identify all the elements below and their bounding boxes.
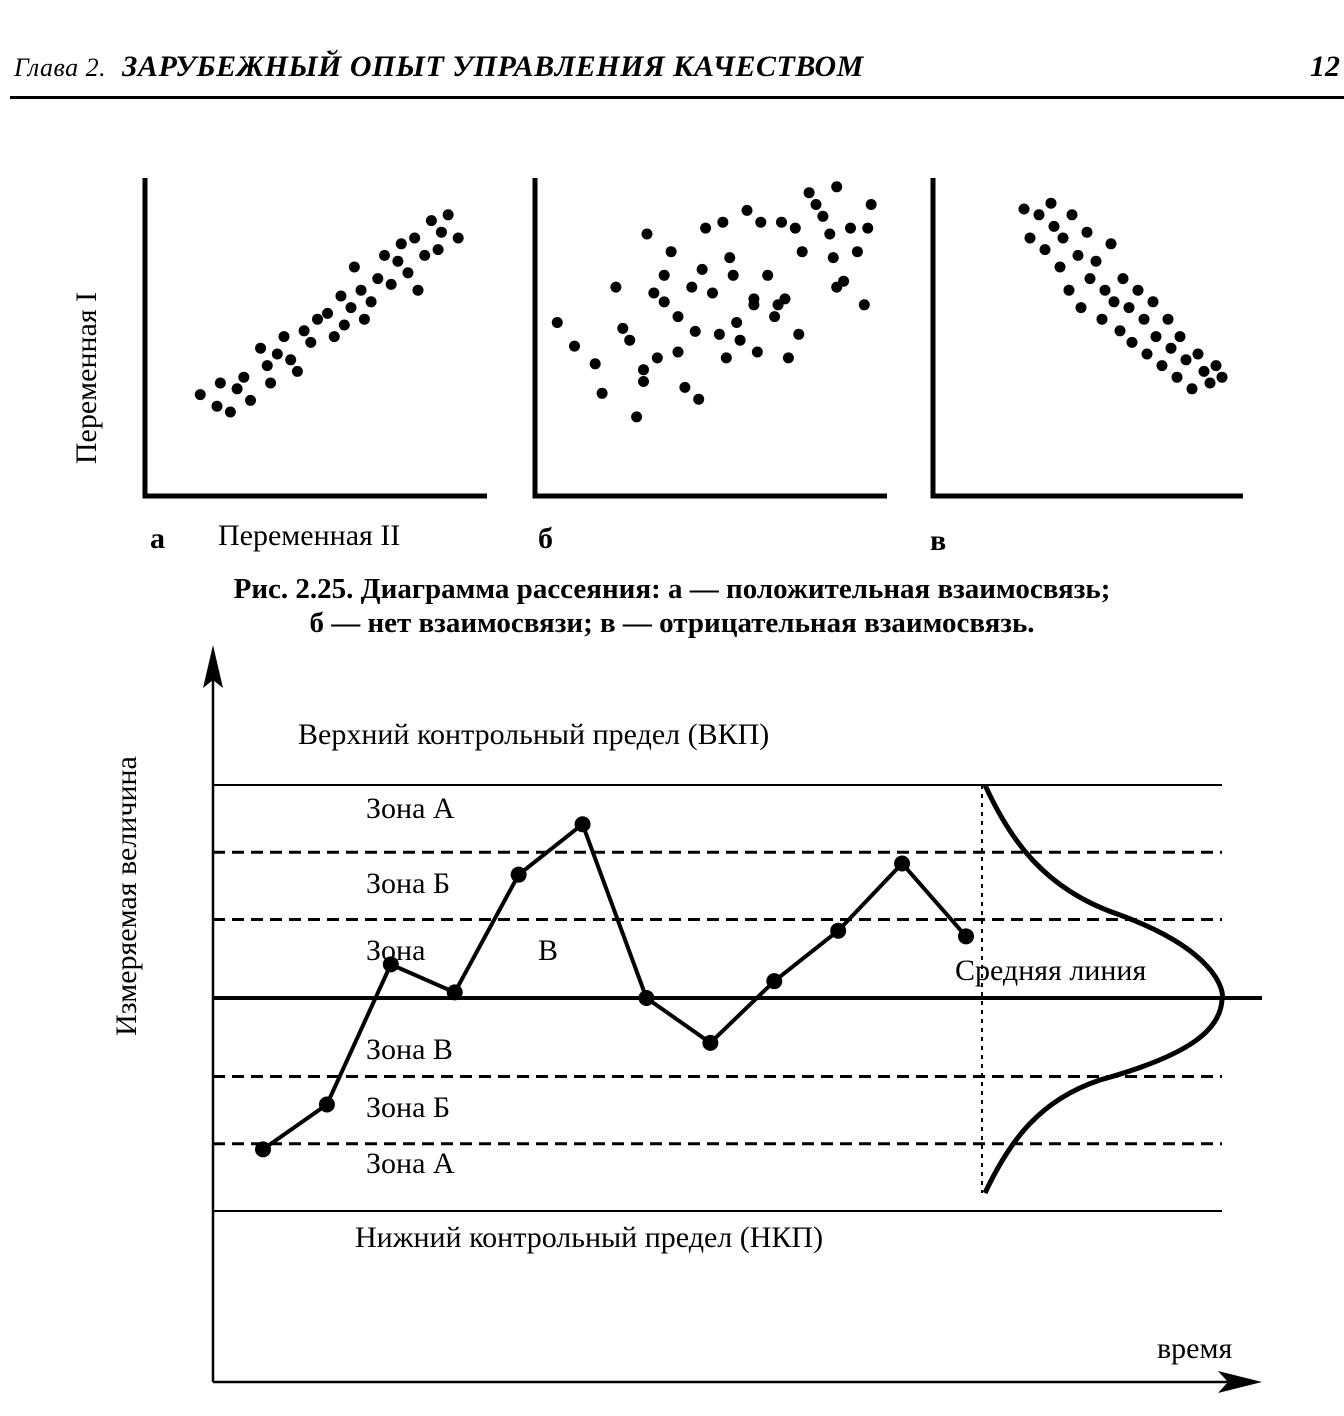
scatter-point-б-25 bbox=[742, 205, 753, 216]
scatter-point-а-32 bbox=[409, 233, 420, 244]
scatter-point-б-12 bbox=[666, 246, 677, 257]
scatter-point-в-1 bbox=[1025, 233, 1036, 244]
measurement-point-0 bbox=[255, 1141, 271, 1157]
scatter-point-б-46 bbox=[862, 223, 873, 234]
scatter-point-в-22 bbox=[1127, 337, 1138, 348]
scatter-point-б-19 bbox=[707, 288, 718, 299]
lcl-label: Нижний контрольный предел (НКП) bbox=[355, 1221, 824, 1254]
scatter-point-в-4 bbox=[1046, 198, 1057, 209]
caption-line-1: Рис. 2.25. Диаграмма рассеяния: а — положительная взаимосвязь; bbox=[233, 573, 1111, 605]
scatter-point-а-11 bbox=[279, 331, 290, 342]
scatter-point-а-19 bbox=[335, 291, 346, 302]
measurement-point-9 bbox=[830, 923, 846, 939]
scatter-point-а-27 bbox=[379, 250, 390, 261]
scatter-point-а-24 bbox=[359, 314, 370, 325]
scatter-point-а-4 bbox=[232, 383, 243, 394]
scatter-point-б-27 bbox=[752, 347, 763, 358]
scatter-point-в-20 bbox=[1118, 273, 1129, 284]
center-line-label: Средняя линия bbox=[955, 954, 1147, 987]
scatter-point-а-35 bbox=[426, 215, 437, 226]
scatter-point-а-1 bbox=[212, 401, 223, 412]
scatter-point-в-23 bbox=[1133, 285, 1144, 296]
scatter-point-а-16 bbox=[312, 314, 323, 325]
scatter-point-б-31 bbox=[776, 217, 787, 228]
scatter-point-б-36 bbox=[804, 187, 815, 198]
scatter-point-б-15 bbox=[686, 282, 697, 293]
scatter-point-б-49 bbox=[697, 264, 708, 275]
scatter-point-а-5 bbox=[238, 372, 249, 383]
scatter-point-в-36 bbox=[1199, 366, 1210, 377]
scatter-point-в-34 bbox=[1187, 383, 1198, 394]
scatter-point-б-13 bbox=[673, 311, 684, 322]
scatter-point-а-20 bbox=[339, 320, 350, 331]
panel-label-c: в bbox=[930, 524, 947, 557]
scatter-point-б-24 bbox=[735, 335, 746, 346]
scatter-point-а-6 bbox=[245, 395, 256, 406]
chapter-label: Глава 2. bbox=[14, 53, 107, 82]
scatter-point-а-28 bbox=[386, 279, 397, 290]
measurement-point-6 bbox=[638, 990, 654, 1006]
scatter-point-в-33 bbox=[1181, 354, 1192, 365]
measurement-point-5 bbox=[575, 816, 591, 832]
scatter-point-в-5 bbox=[1049, 221, 1060, 232]
scatter-point-в-15 bbox=[1097, 314, 1108, 325]
scatter-point-б-38 bbox=[817, 211, 828, 222]
scatter-point-а-29 bbox=[392, 256, 403, 267]
scatter-point-а-10 bbox=[272, 349, 283, 360]
caption-line-2: б — нет взаимосвязи; в — отрицательная взаимосвязь. bbox=[309, 607, 1035, 639]
scatter-point-б-53 bbox=[748, 293, 759, 304]
measurement-point-3 bbox=[447, 984, 463, 1000]
scatter-point-в-35 bbox=[1193, 349, 1204, 360]
scatter-point-б-56 bbox=[659, 270, 670, 281]
scatter-point-в-32 bbox=[1175, 331, 1186, 342]
measurement-point-11 bbox=[958, 928, 974, 944]
zone-a-lower-label: Зона А bbox=[366, 1147, 455, 1180]
scatter-point-в-11 bbox=[1076, 302, 1087, 313]
control-chart-y-label: Измеряемая величина bbox=[110, 756, 143, 1036]
scatter-point-б-43 bbox=[845, 223, 856, 234]
scatter-point-б-57 bbox=[717, 217, 728, 228]
scatter-point-в-0 bbox=[1019, 204, 1030, 215]
panel-label-a: а bbox=[150, 522, 165, 555]
chapter-title: ЗАРУБЕЖНЫЙ ОПЫТ УПРАВЛЕНИЯ КАЧЕСТВОМ bbox=[122, 50, 864, 83]
scatter-point-а-15 bbox=[305, 337, 316, 348]
scatter-point-в-31 bbox=[1172, 372, 1183, 383]
scatter-point-б-47 bbox=[866, 199, 877, 210]
scatter-point-а-17 bbox=[322, 308, 333, 319]
scatter-point-б-40 bbox=[828, 252, 839, 263]
measurement-point-10 bbox=[894, 855, 910, 871]
measurement-point-4 bbox=[511, 867, 527, 883]
scatter-point-а-3 bbox=[225, 407, 236, 418]
scatter-point-а-2 bbox=[215, 378, 226, 389]
scatter-point-а-26 bbox=[372, 273, 383, 284]
scatter-point-б-41 bbox=[831, 181, 842, 192]
scatter-point-в-13 bbox=[1085, 273, 1096, 284]
scatter-point-а-18 bbox=[329, 331, 340, 342]
scatter-point-в-30 bbox=[1166, 343, 1177, 354]
scatter-point-б-7 bbox=[638, 364, 649, 375]
scatter-point-б-18 bbox=[700, 223, 711, 234]
scatter-point-а-12 bbox=[285, 354, 296, 365]
scatter-point-а-22 bbox=[349, 262, 360, 273]
zone-c-lower-label: Зона В bbox=[366, 1033, 453, 1066]
measurement-point-7 bbox=[702, 1035, 718, 1051]
scatter-point-б-50 bbox=[731, 317, 742, 328]
scatter-point-в-17 bbox=[1106, 238, 1117, 249]
scatter-point-б-54 bbox=[831, 282, 842, 293]
scatter-point-б-0 bbox=[552, 317, 563, 328]
panel-label-b: б bbox=[538, 522, 553, 555]
zone-c-upper-letter: В bbox=[538, 934, 559, 967]
scatter-point-б-5 bbox=[624, 335, 635, 346]
scatter-point-б-34 bbox=[790, 223, 801, 234]
scatter-point-а-7 bbox=[255, 343, 266, 354]
scatter-point-в-21 bbox=[1124, 302, 1135, 313]
scatter-point-б-52 bbox=[638, 376, 649, 387]
zone-b-upper-label: Зона Б bbox=[366, 867, 451, 900]
scatter-point-б-39 bbox=[824, 229, 835, 240]
scatter-panel-a-axes bbox=[145, 178, 487, 496]
scatter-point-б-14 bbox=[679, 382, 690, 393]
scatter-panel-c-axes bbox=[933, 178, 1243, 496]
scatter-point-в-3 bbox=[1040, 244, 1051, 255]
ucl-label: Верхний контрольный предел (ВКП) bbox=[298, 718, 770, 751]
scatter-point-а-14 bbox=[299, 325, 310, 336]
scatter-point-а-23 bbox=[356, 285, 367, 296]
scatter-point-в-9 bbox=[1067, 209, 1078, 220]
scatter-point-в-39 bbox=[1217, 372, 1228, 383]
scatter-point-б-58 bbox=[793, 329, 804, 340]
scatter-point-б-16 bbox=[690, 326, 701, 337]
scatter-point-б-20 bbox=[714, 329, 725, 340]
scatter-point-в-8 bbox=[1064, 285, 1075, 296]
scatter-point-а-9 bbox=[265, 378, 276, 389]
scatter-y-axis-label: Переменная I bbox=[70, 291, 103, 465]
scatter-point-а-37 bbox=[436, 227, 447, 238]
scatter-point-в-6 bbox=[1055, 262, 1066, 273]
scatter-point-а-36 bbox=[433, 244, 444, 255]
measurement-point-8 bbox=[766, 973, 782, 989]
scatter-point-а-31 bbox=[402, 267, 413, 278]
scatter-point-в-7 bbox=[1058, 233, 1069, 244]
scatter-point-б-10 bbox=[652, 352, 663, 363]
scatter-point-в-2 bbox=[1034, 209, 1045, 220]
figure-caption bbox=[0, 572, 1344, 640]
scatter-point-в-25 bbox=[1142, 349, 1153, 360]
scatter-point-а-13 bbox=[292, 366, 303, 377]
scatter-point-а-33 bbox=[413, 285, 424, 296]
scatter-point-б-23 bbox=[728, 270, 739, 281]
zone-c-upper-label: Зона bbox=[366, 934, 426, 967]
scatter-point-в-38 bbox=[1211, 360, 1222, 371]
scatter-point-б-28 bbox=[755, 217, 766, 228]
scatter-point-б-33 bbox=[783, 352, 794, 363]
scatter-point-б-21 bbox=[721, 352, 732, 363]
scatter-point-а-39 bbox=[453, 233, 464, 244]
scatter-x-axis-label: Переменная II bbox=[218, 519, 401, 552]
scatter-point-а-21 bbox=[346, 302, 357, 313]
scatter-point-б-22 bbox=[724, 252, 735, 263]
scatter-point-б-30 bbox=[769, 311, 780, 322]
scatter-point-в-18 bbox=[1109, 296, 1120, 307]
scatter-point-а-25 bbox=[366, 296, 377, 307]
scatter-point-б-48 bbox=[673, 347, 684, 358]
scatter-point-б-55 bbox=[569, 341, 580, 352]
scatter-point-в-10 bbox=[1073, 250, 1084, 261]
scatter-points-group bbox=[195, 181, 1228, 422]
scatter-point-в-29 bbox=[1163, 314, 1174, 325]
scatter-point-б-51 bbox=[773, 299, 784, 310]
scatter-point-в-28 bbox=[1157, 360, 1168, 371]
scatter-point-в-14 bbox=[1091, 256, 1102, 267]
scatter-point-б-9 bbox=[648, 288, 659, 299]
scatter-point-б-45 bbox=[859, 299, 870, 310]
scatter-point-б-3 bbox=[610, 282, 621, 293]
scatter-point-а-30 bbox=[396, 238, 407, 249]
scatter-point-в-37 bbox=[1205, 378, 1216, 389]
scatter-point-б-44 bbox=[852, 246, 863, 257]
scatter-point-а-0 bbox=[195, 389, 206, 400]
page-number: 12 bbox=[1310, 50, 1340, 83]
scatter-point-б-37 bbox=[811, 199, 822, 210]
scatter-point-в-24 bbox=[1139, 314, 1150, 325]
measurement-point-1 bbox=[319, 1097, 335, 1113]
scatter-point-а-8 bbox=[262, 360, 273, 371]
scatter-point-а-34 bbox=[419, 250, 430, 261]
scatter-point-в-27 bbox=[1151, 331, 1162, 342]
scatter-point-б-35 bbox=[797, 246, 808, 257]
scatter-point-в-26 bbox=[1148, 296, 1159, 307]
scatter-point-в-16 bbox=[1100, 285, 1111, 296]
control-chart-series bbox=[255, 816, 974, 1157]
scatter-point-в-19 bbox=[1115, 325, 1126, 336]
scatter-point-б-29 bbox=[762, 270, 773, 281]
zone-a-upper-label: Зона А bbox=[366, 792, 455, 825]
scatter-point-б-2 bbox=[597, 388, 608, 399]
scatter-point-б-1 bbox=[590, 358, 601, 369]
scatter-point-б-17 bbox=[693, 394, 704, 405]
normal-distribution-curve bbox=[985, 785, 1222, 1193]
scatter-point-б-11 bbox=[659, 296, 670, 307]
scatter-point-а-38 bbox=[443, 209, 454, 220]
zone-b-lower-label: Зона Б bbox=[366, 1091, 451, 1124]
scatter-point-б-6 bbox=[631, 411, 642, 422]
scatter-point-б-8 bbox=[641, 229, 652, 240]
control-chart-x-label: время bbox=[1157, 1332, 1233, 1365]
scatter-panel-b-axes bbox=[535, 178, 887, 496]
scatter-point-в-12 bbox=[1082, 227, 1093, 238]
scatter-point-б-4 bbox=[617, 323, 628, 334]
